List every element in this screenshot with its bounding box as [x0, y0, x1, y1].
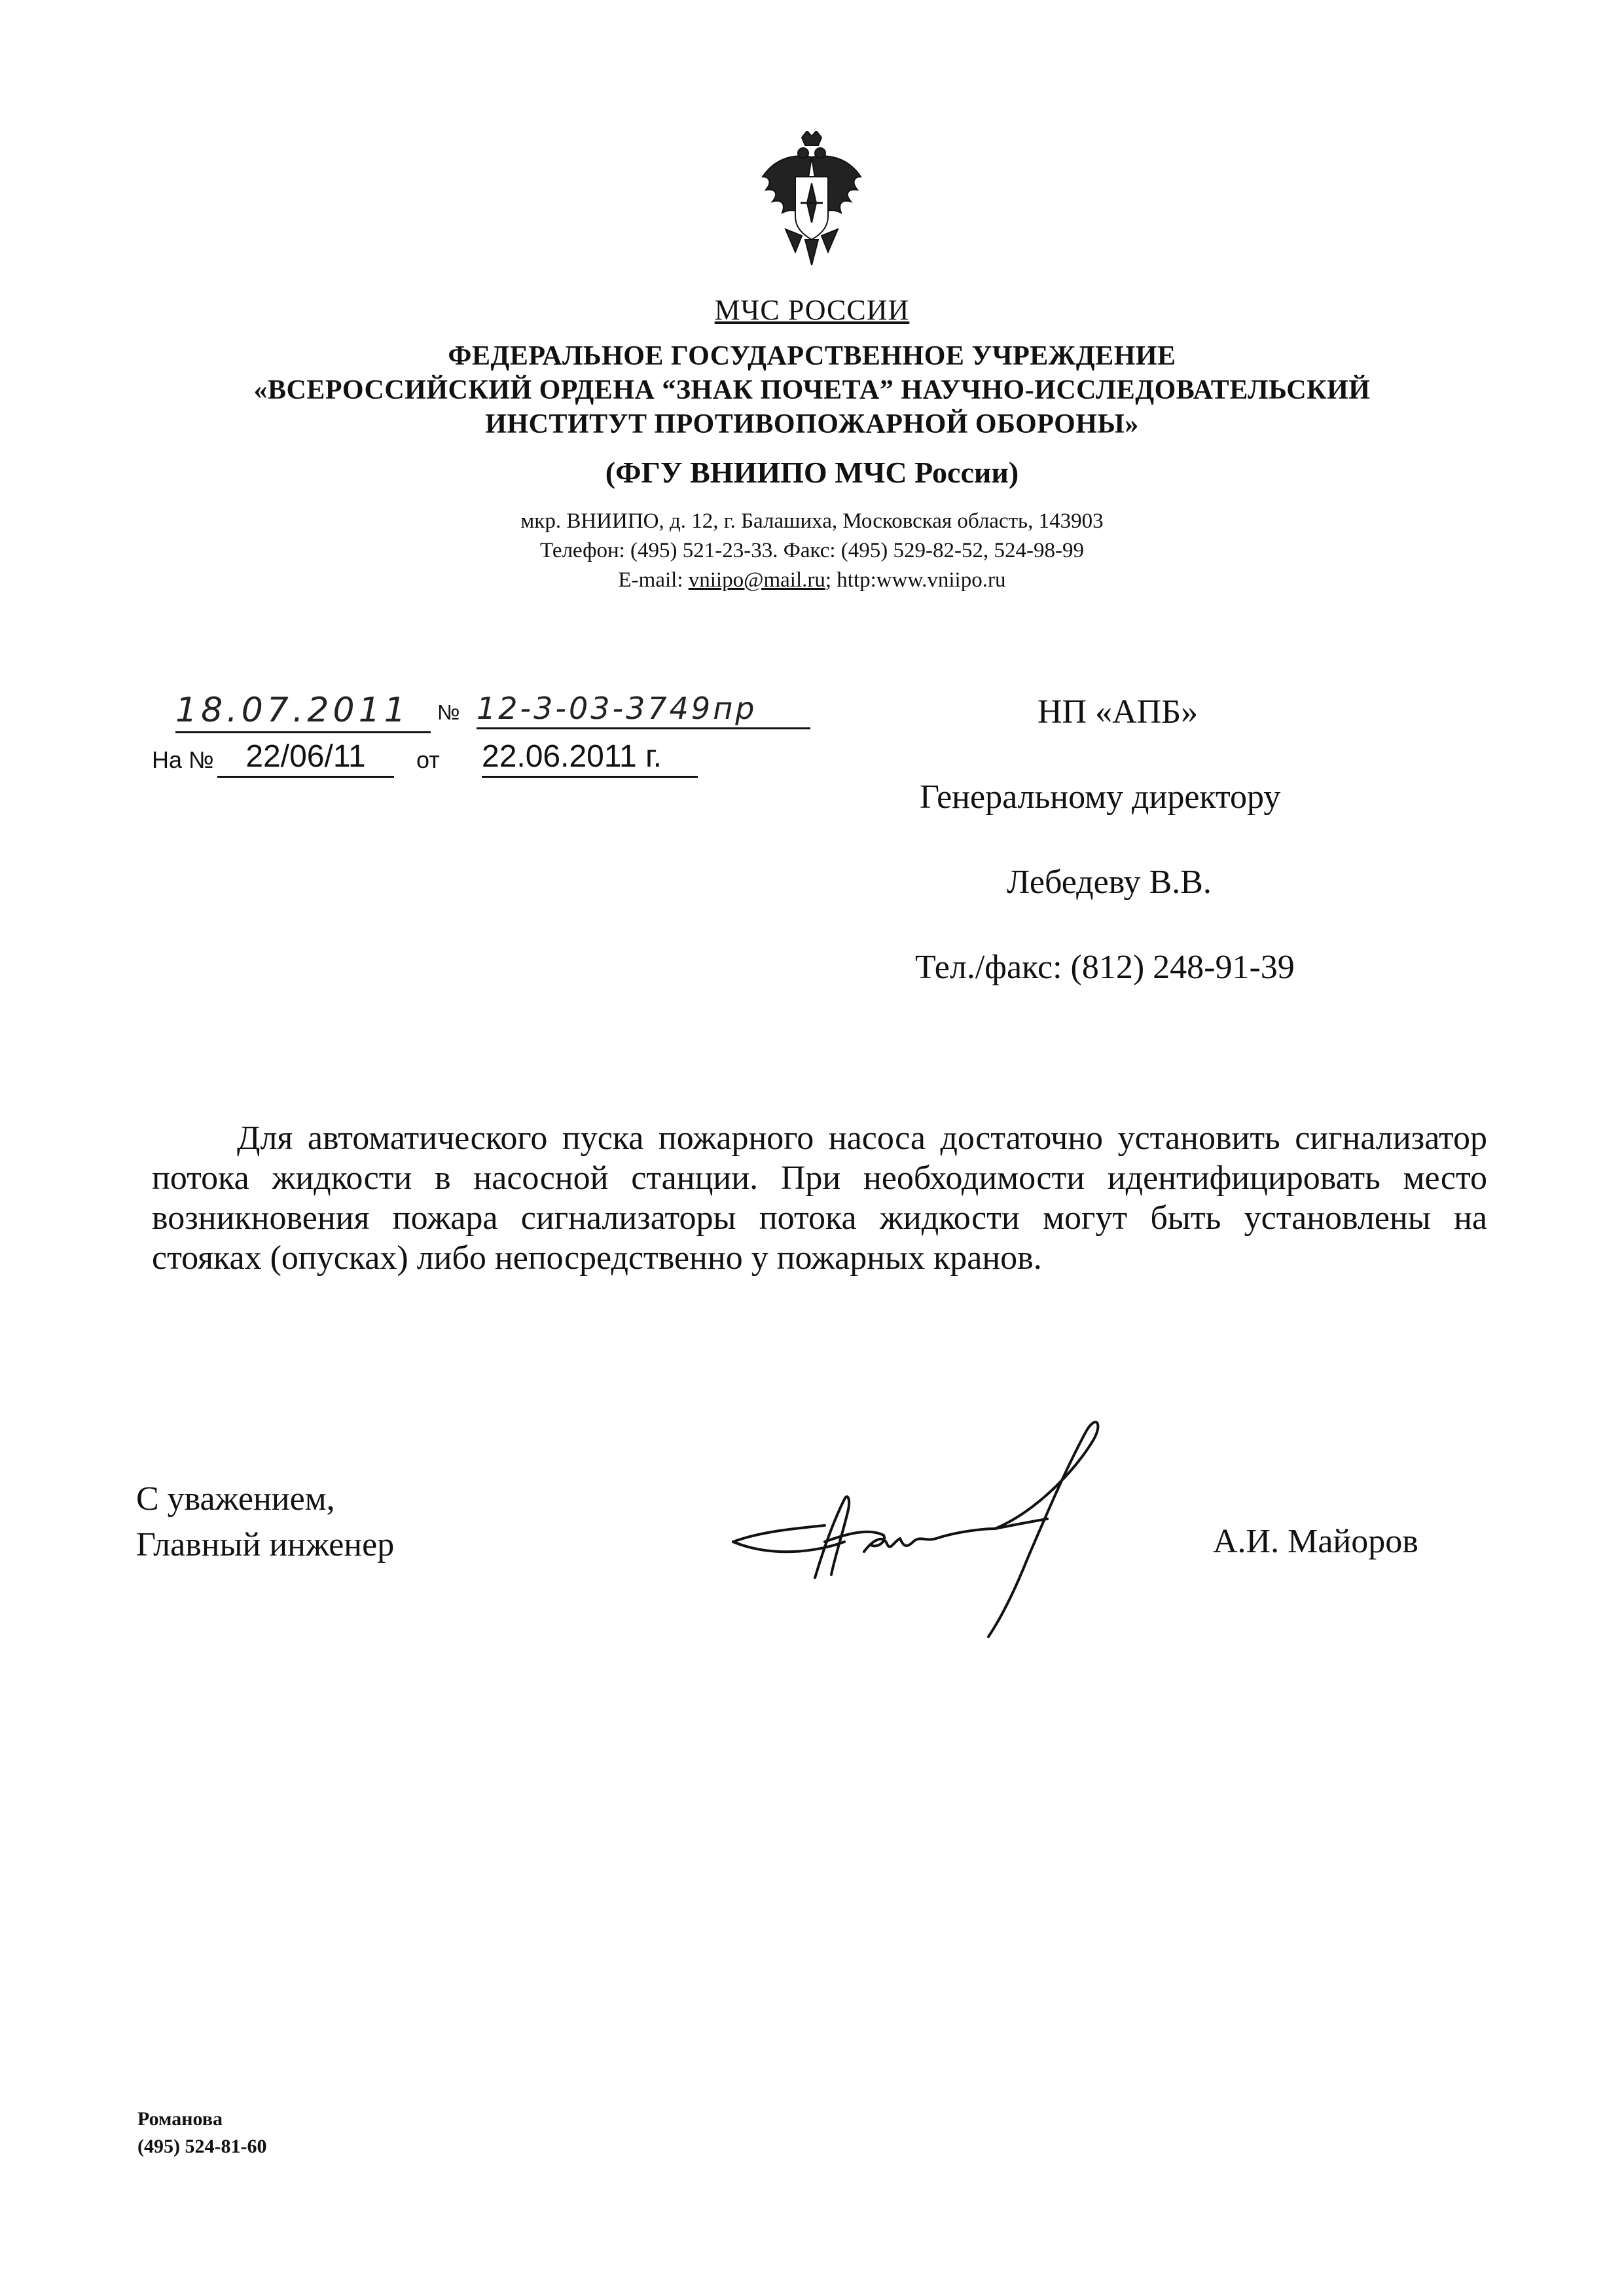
- org-address: мкр. ВНИИПО, д. 12, г. Балашиха, Московская область, 143903: [520, 509, 1104, 533]
- author-name: Романова: [137, 2108, 223, 2130]
- number-sign: №: [437, 701, 460, 724]
- ministry-name: МЧС РОССИИ: [714, 294, 910, 326]
- handwritten-signature: [720, 1401, 1126, 1650]
- emblem-logo: [756, 131, 867, 268]
- email-link[interactable]: vniipo@mail.ru: [688, 568, 825, 592]
- signer-name: А.И. Майоров: [1213, 1523, 1418, 1560]
- org-name-line-1: ФЕДЕРАЛЬНОЕ ГОСУДАРСТВЕННОЕ УЧРЕЖДЕНИЕ: [448, 341, 1176, 371]
- reference-from-label: от: [416, 746, 440, 773]
- reference-number: 22/06/11: [217, 738, 394, 778]
- org-name-line-3: ИНСТИТУТ ПРОТИВОПОЖАРНОЙ ОБОРОНЫ»: [485, 409, 1139, 439]
- author-phone: (495) 524-81-60: [137, 2136, 267, 2157]
- closing-phrase: С уважением,: [136, 1480, 335, 1518]
- closing-block: [136, 1476, 394, 1568]
- org-contacts: [0, 568, 1624, 592]
- org-short-name: (ФГУ ВНИИПО МЧС России): [605, 456, 1019, 489]
- recipient-name: Лебедеву В.В.: [1007, 864, 1212, 901]
- signer-position: Главный инженер: [136, 1526, 395, 1563]
- recipient-title: Генеральному директору: [920, 778, 1281, 816]
- recipient-phone: Тел./факс: (812) 248-91-39: [915, 949, 1295, 986]
- email-label: E-mail:: [618, 568, 689, 592]
- org-phone: Телефон: (495) 521-23-33. Факс: (495) 529-82-52, 524-98-99: [540, 539, 1084, 562]
- org-name-line-2: «ВСЕРОССИЙСКИЙ ОРДЕНА “ЗНАК ПОЧЕТА” НАУЧНО-ИССЛЕДОВАТЕЛЬСКИЙ: [253, 375, 1371, 405]
- reference-label: На №: [152, 746, 214, 773]
- outgoing-date: 18.07.2011: [175, 691, 431, 733]
- recipient-organization: НП «АПБ»: [1038, 693, 1199, 731]
- website: ; http:www.vniipo.ru: [825, 568, 1006, 592]
- letter-body: Для автоматического пуска пожарного насоса достаточно установить сигнализатор потока жидкости в насосной станции. При необходимости идентифицировать место возникновения пожара сигнализаторы потока жидкости могут быть установлены на стояках (опусках) либо непосредственно у пожарных кранов.: [152, 1120, 1487, 1277]
- outgoing-number: 12-3-03-3749пр: [477, 691, 810, 729]
- reference-date: 22.06.2011 г.: [482, 738, 698, 778]
